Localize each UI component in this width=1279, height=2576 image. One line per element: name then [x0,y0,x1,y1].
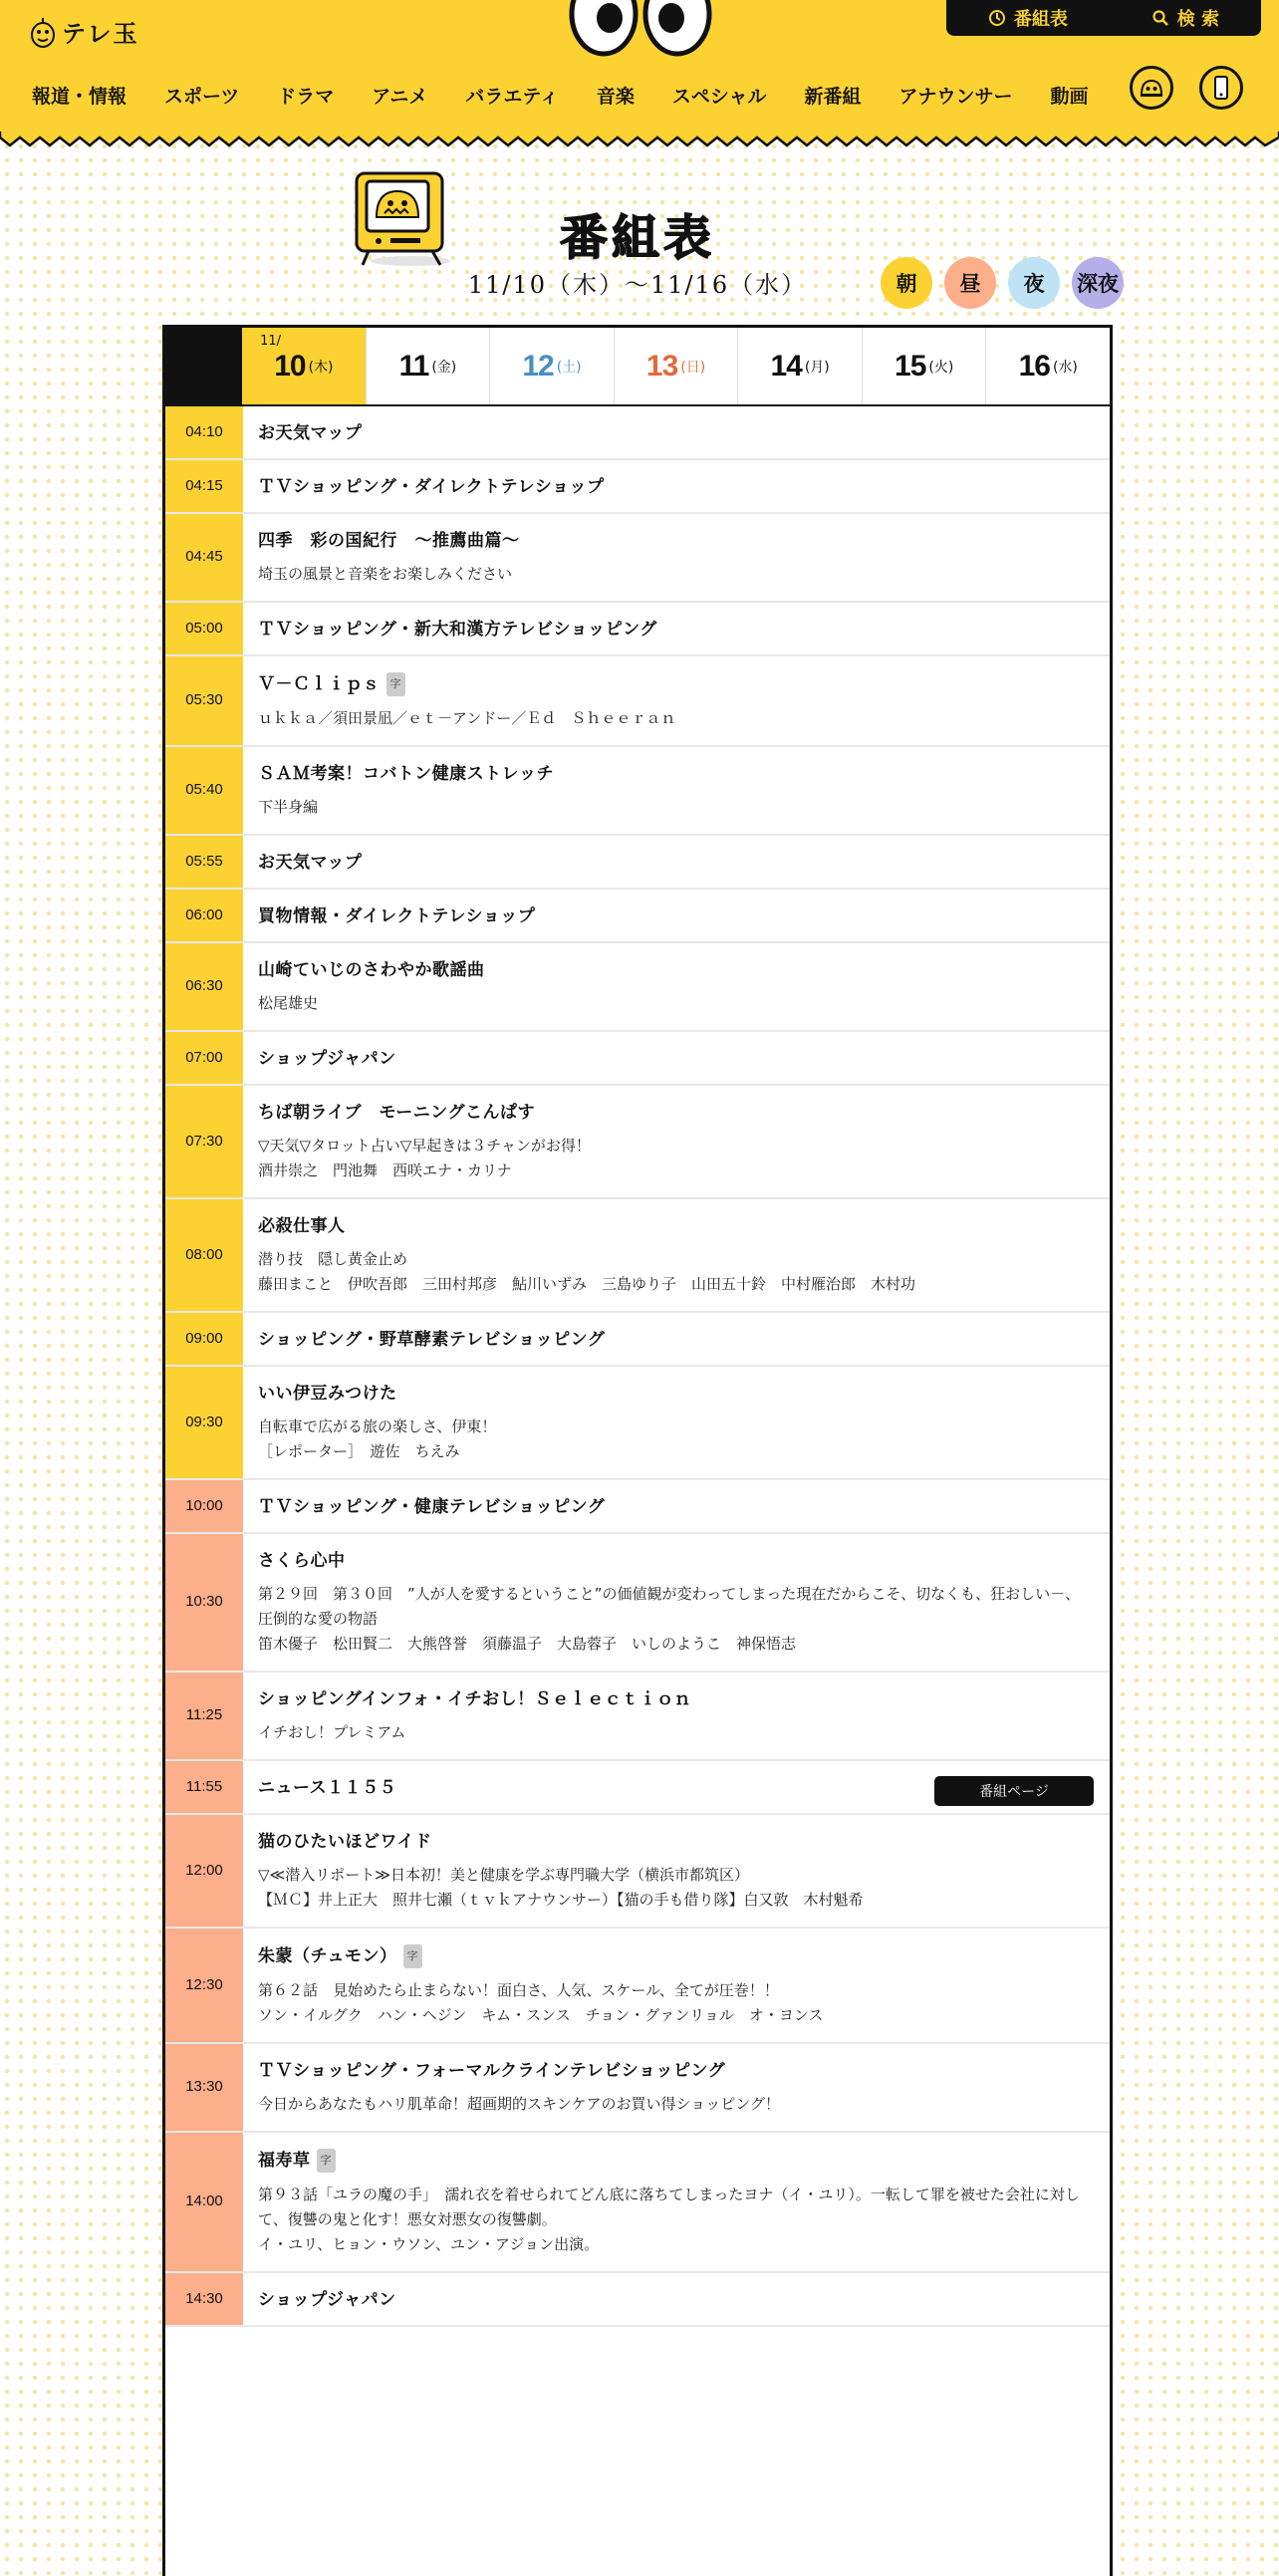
program-title[interactable]: ショップジャパン [258,2290,396,2310]
nav-announcers[interactable]: アナウンサー [898,86,1013,108]
program-row[interactable] [165,1032,1110,1086]
program-description-line: 笛木優子 松田賢二 大熊啓誉 須藤温子 大島蓉子 いしのようこ 神保悟志 [258,1635,797,1653]
program-row[interactable] [165,656,1110,747]
logo-mascot-icon [30,15,56,49]
program-title-line [258,1944,1094,1968]
program-description [258,1415,1094,1464]
program-description [258,2183,1094,2257]
program-time: 08:00 [165,1199,243,1311]
program-body [243,406,1110,458]
program-row[interactable] [165,2273,1110,2327]
header-zigzag-edge [0,131,1279,149]
program-row[interactable] [165,1815,1110,1929]
date-number: 13 [645,349,678,383]
program-title[interactable]: お天気マップ [258,853,363,873]
program-body [243,1815,1110,1927]
program-title-line [258,1329,1094,1351]
program-title[interactable]: さくら心中 [258,1551,346,1571]
program-title-line [258,1831,1094,1853]
date-weekday: (火) [928,359,954,376]
date-tab[interactable] [242,328,367,404]
page-title: 番組表 [559,210,715,266]
program-body [243,460,1110,512]
program-time: 06:30 [165,943,243,1030]
program-title-line [258,763,1094,785]
tv-mascot-icon [351,167,460,267]
program-description-line: 潜り技 隠し黄金止め [258,1250,408,1268]
program-title[interactable]: ショップジャパン [258,1049,396,1069]
program-title-line [258,2060,1094,2082]
program-title-line [258,1496,1094,1518]
nav-special[interactable]: スペシャル [671,86,767,108]
program-body [243,656,1110,745]
site-header [0,0,1279,134]
program-row[interactable] [165,1367,1110,1480]
program-body [243,1929,1110,2042]
program-title-line [258,619,1094,641]
nav-videos[interactable]: 動画 [1050,86,1089,108]
program-description-line: ▽天気▽タロット占い▽早起きは３チャンがお得！ [258,1137,591,1155]
subtitle-badge: 字 [317,2149,337,2173]
mascot-eyes-icon [566,0,715,62]
mascot-link[interactable] [1130,66,1173,110]
program-title-line [258,1550,1094,1572]
program-time: 09:30 [165,1367,243,1478]
program-title[interactable]: 買物情報・ダイレクトテレショップ [258,906,536,926]
program-row[interactable] [165,836,1110,890]
program-title[interactable]: ＴＶショッピング・ダイレクトテレショップ [258,477,605,497]
program-row[interactable] [165,514,1110,603]
program-row[interactable] [165,460,1110,514]
program-title[interactable]: ショッピングインフォ・イチおし！Ｓｅｌｅｃｔｉｏｎ [258,1689,692,1709]
program-body [243,1367,1110,1478]
program-description-line: 下半身編 [258,798,319,816]
program-row[interactable] [165,603,1110,656]
program-description [258,706,1094,731]
program-description-line: ▽≪潜入リポート≫日本初！美と健康を学ぶ専門職大学（横浜市都筑区） [258,1866,749,1884]
program-row[interactable] [165,1929,1110,2044]
program-title[interactable]: 猫のひたいほどワイド [258,1832,432,1852]
date-number: 10 [274,349,306,383]
program-time: 11:55 [165,1761,243,1813]
program-body [243,2133,1110,2271]
program-description [258,1134,1094,1183]
date-weekday: (月) [804,359,830,376]
program-row[interactable] [165,2133,1110,2273]
date-number: 16 [1018,349,1050,383]
program-time: 10:30 [165,1534,243,1671]
program-title-line [258,852,1094,874]
date-number: 15 [895,349,926,383]
program-row[interactable] [165,1086,1110,1199]
program-description [258,991,1094,1016]
date-tab[interactable] [863,328,987,404]
program-body [243,890,1110,941]
program-body [243,2273,1110,2325]
program-title-line [258,1102,1094,1124]
schedule-link-label: 番組表 [1013,9,1068,30]
program-title[interactable]: ニュース１１５５ [258,1778,397,1798]
program-description-line: ｕｋｋａ／須田景凪／ｅｔ－アンドー／Ｅｄ Ｓｈｅｅｒａｎ [258,709,676,727]
top-utility-bar [946,0,1261,36]
program-title-line [258,1688,1094,1710]
program-description-line: イチおし！プレミアム [258,1723,406,1741]
date-weekday: (日) [680,359,706,376]
program-description-line: 第６２話 見始めたら止まらない！面白さ、人気、スケール、全てが圧巻！！ [258,1981,779,1999]
filter-morning[interactable]: 朝 [881,257,932,309]
date-tab[interactable] [986,328,1110,404]
program-description-line: 松尾雄史 [258,994,319,1012]
nav-news[interactable]: 報道・情報 [32,86,128,108]
nav-icon-links [1130,66,1243,110]
program-time: 05:40 [165,747,243,834]
program-title[interactable]: 四季 彩の国紀行 ～推薦曲篇～ [258,531,520,551]
program-row[interactable] [165,1313,1110,1367]
program-row[interactable] [165,1480,1110,1534]
date-weekday: (金) [431,359,457,376]
main-nav [32,82,1127,109]
program-title[interactable]: ＴＶショッピング・健康テレビショッピング [258,1497,606,1517]
program-row[interactable] [165,943,1110,1032]
program-body [243,1480,1110,1532]
schedule-link[interactable] [988,5,1068,31]
program-row[interactable] [165,2044,1110,2133]
program-time: 07:00 [165,1032,243,1084]
program-title[interactable]: 朱蒙（チュモン） [258,1946,397,1966]
program-schedule [162,325,1113,2576]
program-description [258,2092,1094,2117]
subtitle-badge: 字 [386,672,406,696]
program-body [243,943,1110,1030]
program-body [243,2044,1110,2131]
program-time: 11:25 [165,1673,243,1759]
program-time: 12:30 [165,1929,243,2042]
program-title-line [258,422,1094,444]
program-description-line: 第２９回 第３０回 ”人が人を愛するということ”の価値観が変わってしまった現在だからこそ、切なくも、狂おしい－、圧倒的な愛の物語 [258,1585,1081,1628]
program-description-line: 【ＭＣ】井上正大 照井七瀬（ｔｖｋアナウンサー）【猫の手も借り隊】白又敦 木村魁希 [258,1891,864,1909]
program-time: 06:00 [165,890,243,941]
program-description-line: 今日からあなたもハリ肌革命！超画期的スキンケアのお買い得ショッピング！ [258,2095,780,2113]
clock-icon [988,9,1006,27]
program-title[interactable]: ショッピング・野草酵素テレビショッピング [258,1330,606,1350]
program-time: 04:10 [165,406,243,458]
program-time: 09:00 [165,1313,243,1365]
search-link[interactable] [1151,5,1219,31]
program-row[interactable] [165,1673,1110,1761]
nav-drama[interactable]: ドラマ [277,86,335,108]
program-title[interactable]: お天気マップ [258,423,363,443]
date-number: 11 [398,349,429,383]
date-weekday: (水) [1052,359,1078,376]
site-logo[interactable] [30,14,139,49]
program-body [243,1086,1110,1197]
program-row[interactable] [165,406,1110,460]
program-description-line: イ・ユリ、ヒョン・ウソン、ユン・アジョン出演。 [258,2235,600,2253]
program-description-line: 藤田まこと 伊吹吾郎 三田村邦彦 鮎川いずみ 三島ゆり子 山田五十鈴 中村雁治郎 木村功 [258,1275,916,1293]
program-time: 07:30 [165,1086,243,1197]
program-description-line: 第９３話「ユラの魔の手」 濡れ衣を着せられてどん底に落ちてしまったヨナ（イ・ユリ）。一転して罪を被せた会社に対して、復讐の鬼と化す！悪女対悪女の復讐劇。 [258,2186,1080,2228]
program-row[interactable] [165,1761,1110,1815]
program-body [243,1313,1110,1365]
program-title[interactable]: ちば朝ライブ モーニングこんぱす [258,1103,535,1123]
program-description [258,795,1094,820]
nav-sports[interactable]: スポーツ [164,86,240,108]
date-number: 14 [770,349,802,383]
date-range: 11/10（木）〜11/16（水） [467,271,808,299]
program-title[interactable]: Ｖ－Ｃｌｉｐｓ [258,674,381,694]
nav-variety[interactable]: バラエティ [465,86,559,108]
filter-daytime[interactable]: 昼 [944,257,996,309]
program-description [258,1978,1094,2028]
program-body [243,1032,1110,1084]
program-list [165,406,1110,2327]
program-title[interactable]: 山崎ていじのさわやか歌謡曲 [258,960,485,980]
program-title-line [258,476,1094,498]
program-title[interactable]: 福寿草 [258,2151,311,2171]
program-description [258,1247,1094,1297]
program-description-line: ソン・イルグク ハン・ヘジン キム・スンス チョン・グァンリョル オ・ヨンス [258,2006,824,2024]
program-time: 04:15 [165,460,243,512]
program-time: 04:45 [165,514,243,601]
program-time: 14:00 [165,2133,243,2271]
program-title[interactable]: ＴＶショッピング・フォーマルクラインテレビショッピング [258,2061,726,2081]
program-title[interactable]: ＴＶショッピング・新大和漢方テレビショッピング [258,620,657,640]
program-description-line: ［レポーター］ 遊佐 ちえみ [258,1442,460,1460]
search-link-label: 検 索 [1176,9,1220,30]
program-title[interactable]: ＳＡＭ考案！コバトン健康ストレッチ [258,764,554,784]
program-time: 13:30 [165,2044,243,2131]
nav-music[interactable]: 音楽 [596,86,635,108]
program-title-line [258,2149,1094,2173]
program-title[interactable]: 必殺仕事人 [258,1216,346,1236]
program-body [243,514,1110,601]
time-of-day-filters [881,257,1124,309]
filter-late-night[interactable]: 深夜 [1072,257,1124,309]
program-body [243,747,1110,834]
program-title-line [258,530,1094,552]
program-row[interactable] [165,890,1110,943]
program-time: 05:30 [165,656,243,745]
program-row[interactable] [165,747,1110,836]
program-description-line: 埼玉の風景と音楽をお楽しみください [258,565,513,583]
program-body [243,1534,1110,1671]
app-link[interactable] [1199,66,1243,110]
program-title[interactable]: いい伊豆みつけた [258,1384,397,1404]
date-tab[interactable] [490,328,615,404]
program-time: 14:30 [165,2273,243,2325]
program-title-line [258,959,1094,981]
program-description-line: 酒井崇之 門池舞 西咲エナ・カリナ [258,1161,512,1179]
program-body [243,1199,1110,1311]
program-time: 05:00 [165,603,243,654]
program-description [258,562,1094,587]
date-tab[interactable] [738,328,863,404]
program-time: 12:00 [165,1815,243,1927]
nav-anime[interactable]: アニメ [372,86,428,108]
program-title-line [258,1383,1094,1405]
mascot-head-icon [1139,75,1164,101]
program-title-line [258,905,1094,927]
date-tabs [165,328,1110,406]
program-title-line [258,2289,1094,2311]
program-body [243,1673,1110,1759]
program-description [258,1863,1094,1913]
filter-evening[interactable]: 夜 [1008,257,1060,309]
date-month: 11/ [260,334,282,349]
program-body [243,603,1110,654]
program-body [243,1761,1110,1813]
date-weekday: (木) [308,359,334,376]
program-description-line: 自転車で広がる旅の楽しさ、伊東！ [258,1417,497,1435]
date-corner [165,328,242,404]
program-row[interactable] [165,1534,1110,1673]
nav-new-programs[interactable]: 新番組 [804,86,862,108]
program-body [243,836,1110,888]
smartphone-icon [1210,75,1232,101]
program-page-button[interactable]: 番組ページ [934,1776,1094,1806]
program-title-line [258,1215,1094,1237]
search-icon [1151,9,1169,27]
program-time: 05:55 [165,836,243,888]
program-description [258,1582,1094,1657]
program-title-line [258,1048,1094,1070]
program-time: 10:00 [165,1480,243,1532]
subtitle-badge: 字 [403,1944,423,1968]
date-weekday: (土) [556,359,582,376]
program-title-line [258,672,1094,696]
program-row[interactable] [165,1199,1110,1313]
date-number: 12 [522,349,554,383]
date-tab[interactable] [615,328,739,404]
date-tab[interactable] [367,328,491,404]
program-description [258,1720,1094,1745]
logo-text: テレ玉 [62,20,139,48]
